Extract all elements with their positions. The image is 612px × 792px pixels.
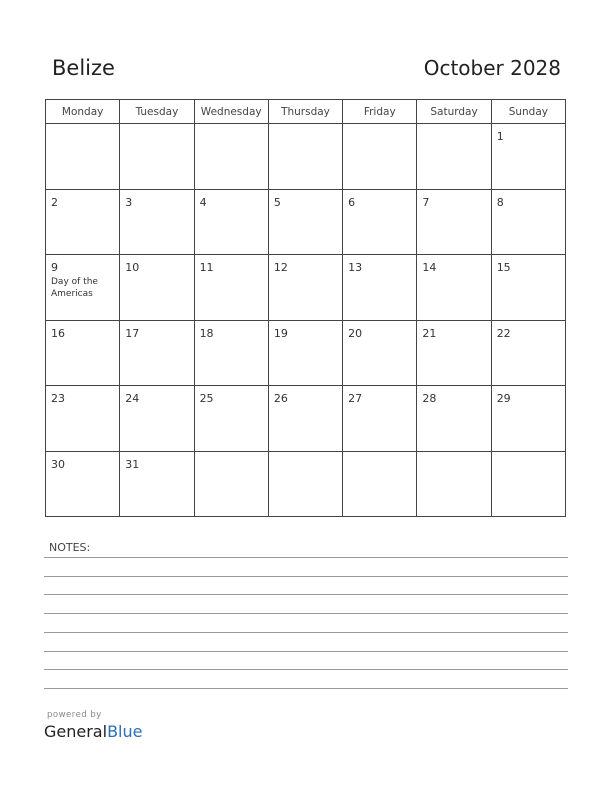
day-number: 9 [51,261,58,274]
day-cell[interactable] [491,189,565,255]
day-number: 24 [125,392,140,405]
day-number: 15 [496,261,511,274]
day-cell[interactable] [417,255,491,321]
day-number: 26 [273,392,288,405]
notes-line [44,557,568,558]
day-number: 4 [199,195,207,209]
day-number: 13 [348,261,363,274]
day-cell[interactable] [46,189,120,255]
empty-day-cell [491,451,565,517]
day-number: 28 [422,392,437,405]
day-number: 23 [51,392,65,405]
day-cell[interactable] [343,320,417,386]
day-cell[interactable] [194,386,268,452]
day-number: 27 [348,392,363,405]
empty-day-cell [120,124,194,190]
day-cell[interactable] [46,255,120,321]
day-cell[interactable] [417,320,491,386]
calendar-grid [45,99,566,517]
empty-day-cell [46,124,120,190]
day-cell[interactable] [268,320,342,386]
weekday-monday: Monday [46,100,120,124]
day-cell[interactable] [194,255,268,321]
brand-blue-text: Blue [107,722,143,741]
day-cell[interactable] [268,189,342,255]
day-cell[interactable] [46,386,120,452]
day-number: 1 [496,130,504,143]
day-cell[interactable] [194,189,268,255]
day-number: 8 [496,195,504,209]
day-cell[interactable] [120,255,194,321]
day-cell[interactable] [46,320,120,386]
month-year-title: October 2028 [423,56,561,80]
day-number: 12 [273,261,288,274]
day-number: 11 [199,261,214,274]
empty-day-cell [268,451,342,517]
calendar-body [46,124,566,517]
day-cell[interactable] [343,189,417,255]
day-cell[interactable] [491,386,565,452]
country-title: Belize [52,56,115,80]
day-cell[interactable] [194,320,268,386]
day-number: 22 [496,326,511,340]
day-number: 21 [422,326,437,340]
holiday-label: Day of the Americas [51,277,98,299]
day-number: 3 [125,195,133,209]
day-number: 7 [422,195,430,209]
notes-line [44,669,568,670]
notes-label: NOTES: [49,541,91,554]
day-number: 18 [199,326,214,340]
day-number: 19 [273,326,288,340]
empty-day-cell [194,451,268,517]
day-number: 2 [51,195,58,209]
day-number: 16 [51,326,65,340]
calendar-week-row [46,124,566,190]
day-number: 30 [51,457,65,471]
day-cell[interactable] [120,320,194,386]
brand-logo[interactable] [44,722,142,741]
day-cell[interactable] [268,255,342,321]
notes-line [44,651,568,652]
calendar-week-row [46,255,566,321]
weekday-thursday: Thursday [268,100,342,124]
day-cell[interactable] [343,386,417,452]
day-number: 14 [422,261,437,274]
notes-line [44,576,568,577]
brand-general-text: General [44,722,108,741]
empty-day-cell [343,451,417,517]
day-cell[interactable] [491,255,565,321]
empty-day-cell [194,124,268,190]
empty-day-cell [417,451,491,517]
empty-day-cell [343,124,417,190]
day-cell[interactable] [417,386,491,452]
day-number: 20 [348,326,363,340]
day-cell[interactable] [120,386,194,452]
day-number: 25 [199,392,214,405]
day-cell[interactable] [343,255,417,321]
notes-line [44,594,568,595]
notes-line [44,632,568,633]
day-cell[interactable] [491,320,565,386]
day-number: 10 [125,261,140,274]
notes-line [44,613,568,614]
day-number: 17 [125,326,140,340]
weekday-wednesday: Wednesday [194,100,268,124]
calendar-week-row [46,320,566,386]
day-cell[interactable] [268,386,342,452]
weekday-sunday: Sunday [491,100,565,124]
empty-day-cell [417,124,491,190]
calendar-week-row [46,189,566,255]
day-cell[interactable] [491,124,565,190]
day-number: 6 [348,195,356,209]
day-number: 5 [273,195,281,209]
day-cell[interactable] [46,451,120,517]
calendar-week-row [46,451,566,517]
weekday-friday: Friday [343,100,417,124]
day-number: 29 [496,392,511,405]
day-number: 31 [125,457,140,471]
weekday-header-row [46,100,566,124]
weekday-tuesday: Tuesday [120,100,194,124]
day-cell[interactable] [120,451,194,517]
notes-line [44,688,568,689]
empty-day-cell [268,124,342,190]
day-cell[interactable] [120,189,194,255]
weekday-saturday: Saturday [417,100,491,124]
calendar-week-row [46,386,566,452]
powered-by-text: powered by [47,710,102,720]
day-cell[interactable] [417,189,491,255]
